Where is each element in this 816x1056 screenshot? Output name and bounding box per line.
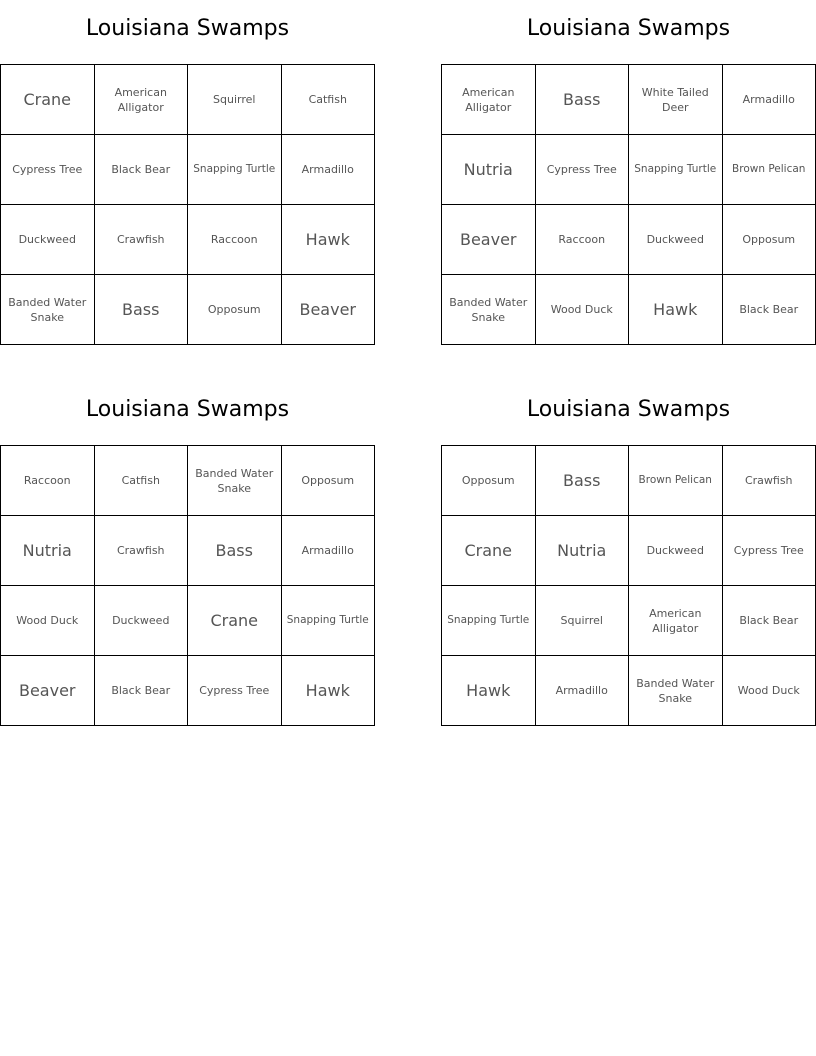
bingo-grid [0,64,375,345]
bingo-cell: Bass [536,446,630,516]
bingo-cell: Beaver [282,275,376,345]
bingo-cell: American Alligator [442,65,536,135]
bingo-cell: Banded Water Snake [188,446,282,516]
bingo-cell: Duckweed [629,205,723,275]
bingo-cell: Armadillo [282,135,376,205]
bingo-cell: Cypress Tree [188,656,282,726]
bingo-cell: Duckweed [1,205,95,275]
bingo-cell: Hawk [282,656,376,726]
bingo-cell: Bass [95,275,189,345]
bingo-cell: Snapping Turtle [629,135,723,205]
bingo-cell: Raccoon [536,205,630,275]
bingo-cell: Snapping Turtle [188,135,282,205]
bingo-cell: Bass [536,65,630,135]
bingo-cell: Brown Pelican [629,446,723,516]
bingo-cell: Opposum [282,446,376,516]
bingo-cell: Beaver [442,205,536,275]
bingo-cell: Raccoon [1,446,95,516]
card-title: Louisiana Swamps [526,16,731,41]
bingo-cell: Nutria [442,135,536,205]
bingo-cell: Duckweed [629,516,723,586]
bingo-cell: Hawk [629,275,723,345]
bingo-cell: American Alligator [95,65,189,135]
bingo-cell: Catfish [282,65,376,135]
bingo-cell: Opposum [723,205,816,275]
bingo-cell: Armadillo [723,65,816,135]
bingo-cell: Armadillo [282,516,376,586]
bingo-cell: Black Bear [95,656,189,726]
card-title: Louisiana Swamps [85,16,290,41]
bingo-cell: Catfish [95,446,189,516]
bingo-cell: Black Bear [95,135,189,205]
bingo-cell: Cypress Tree [1,135,95,205]
bingo-cell: Beaver [1,656,95,726]
bingo-cell: Cypress Tree [536,135,630,205]
bingo-grid [0,445,375,726]
bingo-cell: Bass [188,516,282,586]
card-title: Louisiana Swamps [526,397,731,422]
bingo-cell: Crane [188,586,282,656]
bingo-cell: Duckweed [95,586,189,656]
bingo-cell: Nutria [536,516,630,586]
bingo-cell: Raccoon [188,205,282,275]
bingo-cell: Nutria [1,516,95,586]
bingo-cell: Cypress Tree [723,516,816,586]
bingo-cell: Squirrel [536,586,630,656]
bingo-cell: Hawk [442,656,536,726]
bingo-cell: Snapping Turtle [442,586,536,656]
bingo-cell: Squirrel [188,65,282,135]
bingo-cell: Snapping Turtle [282,586,376,656]
bingo-cell: Black Bear [723,586,816,656]
bingo-cell: Wood Duck [723,656,816,726]
bingo-cell: American Alligator [629,586,723,656]
card-title: Louisiana Swamps [85,397,290,422]
bingo-cell: Crawfish [723,446,816,516]
bingo-cell: Opposum [188,275,282,345]
bingo-cell: Armadillo [536,656,630,726]
bingo-grid [441,64,816,345]
bingo-cell: Opposum [442,446,536,516]
bingo-cell: Crane [442,516,536,586]
bingo-cell: Crawfish [95,205,189,275]
bingo-cell: Banded Water Snake [1,275,95,345]
bingo-cell: Hawk [282,205,376,275]
bingo-cell: White Tailed Deer [629,65,723,135]
bingo-cell: Wood Duck [1,586,95,656]
bingo-cell: Crane [1,65,95,135]
bingo-cell: Crawfish [95,516,189,586]
bingo-cell: Banded Water Snake [629,656,723,726]
bingo-grid [441,445,816,726]
bingo-cell: Wood Duck [536,275,630,345]
bingo-cell: Brown Pelican [723,135,816,205]
bingo-cell: Black Bear [723,275,816,345]
bingo-cell: Banded Water Snake [442,275,536,345]
